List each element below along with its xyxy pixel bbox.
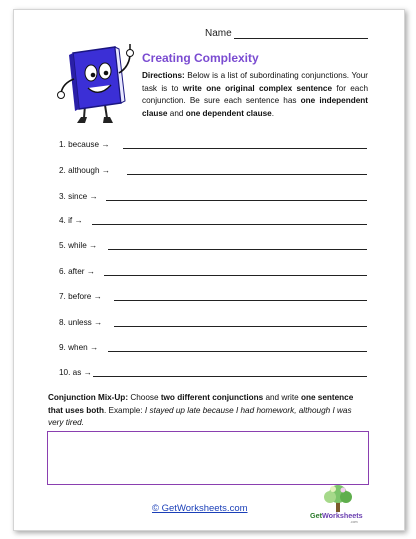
conjunction-label: 9. when → bbox=[59, 343, 99, 352]
mixup-emphasis: two different conjunctions bbox=[160, 393, 264, 402]
conjunction-label: 8. unless → bbox=[59, 318, 103, 327]
name-field[interactable] bbox=[234, 38, 368, 39]
answer-line[interactable] bbox=[108, 249, 367, 250]
logo-word-get: Get bbox=[310, 511, 322, 520]
mixup-example: I stayed up late because I had homework, although I was very tired. bbox=[48, 405, 352, 427]
answer-line[interactable] bbox=[93, 376, 367, 377]
directions-part: . bbox=[271, 108, 274, 118]
mixup-part: Choose bbox=[128, 393, 161, 402]
mixup-part: . Example: bbox=[103, 405, 145, 415]
conjunction-label: 1. because → bbox=[59, 140, 110, 149]
conjunction-label: 4. if → bbox=[59, 216, 83, 225]
directions-part: and bbox=[167, 108, 186, 118]
directions-part: Below is a list of subordinating conjunctions. Your task is to bbox=[142, 71, 368, 93]
logo-word-worksheets: Worksheets bbox=[321, 511, 363, 520]
conjunction-label: 2. although → bbox=[59, 166, 110, 175]
mixup-part: and write bbox=[263, 393, 301, 402]
directions-label: Directions: bbox=[142, 71, 185, 80]
logo-suffix: .com bbox=[350, 520, 358, 524]
name-label: Name bbox=[205, 28, 232, 39]
directions-emphasis: write one original complex sentence bbox=[182, 83, 333, 93]
conjunction-label: 10. as → bbox=[59, 368, 92, 377]
answer-line[interactable] bbox=[127, 174, 367, 175]
answer-line[interactable] bbox=[92, 224, 367, 225]
directions-emphasis: one independent clause bbox=[142, 96, 368, 118]
worksheet-title: Creating Complexity bbox=[142, 51, 259, 65]
directions-part: for each conjunction. Be sure each sentence has bbox=[142, 83, 369, 105]
answer-line[interactable] bbox=[108, 351, 367, 352]
directions-emphasis: one dependent clause bbox=[185, 108, 272, 118]
directions-text bbox=[142, 70, 368, 120]
mixup-instructions bbox=[48, 392, 368, 430]
logo-wordmark bbox=[310, 511, 363, 520]
copyright-link[interactable]: © GetWorksheets.com bbox=[152, 503, 248, 514]
answer-line[interactable] bbox=[114, 300, 367, 301]
conjunction-label: 6. after → bbox=[59, 267, 95, 276]
answer-line[interactable] bbox=[106, 200, 367, 201]
answer-line[interactable] bbox=[114, 326, 367, 327]
conjunction-label: 3. since → bbox=[59, 192, 98, 201]
mixup-answer-box[interactable] bbox=[47, 431, 369, 485]
book-mascot-icon bbox=[55, 43, 140, 128]
mixup-emphasis: one sentence that uses both bbox=[48, 393, 354, 415]
answer-line[interactable] bbox=[123, 148, 367, 149]
answer-line[interactable] bbox=[104, 275, 367, 276]
conjunction-label: 7. before → bbox=[59, 292, 102, 301]
mixup-label: Conjunction Mix-Up: bbox=[48, 393, 129, 402]
conjunction-label: 5. while → bbox=[59, 241, 98, 250]
